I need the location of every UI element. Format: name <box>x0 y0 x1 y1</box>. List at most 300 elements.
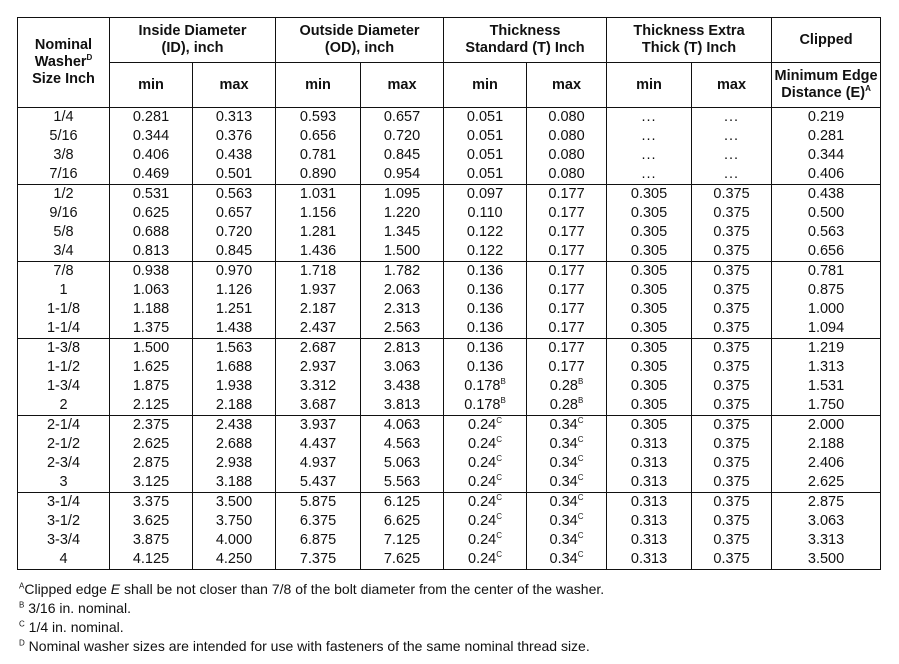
value-tx-min: 0.305 <box>630 301 668 317</box>
value-t-min: 0.136 <box>466 282 504 298</box>
value-od-max: 7.625 <box>383 551 421 567</box>
cell-od-max <box>361 262 444 339</box>
value-t-max: $0.28^B$ <box>549 377 584 394</box>
value-id-max: 2.688 <box>215 436 253 452</box>
value-edge: 1.313 <box>807 359 845 375</box>
value-edge: 0.656 <box>807 243 845 259</box>
cell-size <box>18 108 110 185</box>
value-t-min: $0.178^B$ <box>464 396 506 413</box>
value-tx-max: 0.375 <box>713 532 750 548</box>
value-id-min: 1.625 <box>132 359 170 375</box>
cell-od-max <box>361 493 444 570</box>
value-od-min: 6.875 <box>299 532 337 548</box>
value-od-max: 1.345 <box>383 224 421 240</box>
value-od-min: 1.436 <box>299 243 337 259</box>
value-id-max: 0.438 <box>215 147 253 163</box>
cell-id-min <box>110 493 193 570</box>
value-t-max: $0.34^C$ <box>549 512 584 529</box>
value-edge: 1.531 <box>807 378 845 394</box>
value-t-max: 0.177 <box>548 263 585 279</box>
value-od-max: 1.095 <box>383 186 421 202</box>
value-edge: 0.281 <box>807 128 845 144</box>
value-od-max: 3.063 <box>383 359 421 375</box>
value-size: 1-3/4 <box>46 378 81 394</box>
value-edge: 2.406 <box>807 455 845 471</box>
value-id-max: 2.438 <box>215 417 253 433</box>
value-tx-max: ... <box>723 147 740 163</box>
value-edge: 3.500 <box>807 551 845 567</box>
cell-edge <box>772 416 881 493</box>
value-id-min: 0.406 <box>132 147 170 163</box>
value-t-min: 0.122 <box>466 224 504 240</box>
cell-t-max <box>527 108 607 185</box>
value-od-min: 5.875 <box>299 494 337 510</box>
value-size: 3 <box>59 474 68 490</box>
value-od-max: 7.125 <box>383 532 421 548</box>
value-id-min: 3.375 <box>132 494 170 510</box>
value-tx-min: ... <box>641 109 657 125</box>
value-t-min: $0.24^C$ <box>468 531 503 548</box>
value-t-min: $0.24^C$ <box>468 435 503 452</box>
value-id-min: 1.188 <box>132 301 170 317</box>
value-t-max: $0.34^C$ <box>549 416 584 433</box>
value-size: 4 <box>59 551 68 567</box>
value-tx-min: ... <box>641 147 657 163</box>
table-row-group <box>18 339 881 416</box>
value-id-max: 0.657 <box>215 205 253 221</box>
value-t-min: $0.24^C$ <box>468 550 503 567</box>
value-tx-min: 0.305 <box>630 224 668 240</box>
value-id-max: 1.251 <box>215 301 253 317</box>
value-tx-min: 0.305 <box>630 417 668 433</box>
header-id-min: min <box>110 63 193 108</box>
value-tx-max: 0.375 <box>713 513 750 529</box>
value-id-max: 0.501 <box>215 166 253 182</box>
value-id-max: 4.000 <box>215 532 253 548</box>
cell-tx-min <box>607 262 692 339</box>
value-od-max: 2.063 <box>383 282 421 298</box>
value-od-max: 2.563 <box>383 320 421 336</box>
value-od-min: 3.312 <box>299 378 337 394</box>
value-od-min: 0.890 <box>299 166 337 182</box>
cell-od-max <box>361 416 444 493</box>
value-od-max: 2.313 <box>383 301 421 317</box>
value-od-max: 1.500 <box>383 243 421 259</box>
value-edge: 2.875 <box>807 494 845 510</box>
cell-id-max <box>193 416 276 493</box>
cell-size <box>18 262 110 339</box>
value-t-min: 0.122 <box>466 243 504 259</box>
cell-od-max <box>361 339 444 416</box>
cell-tx-max <box>692 185 772 262</box>
cell-id-max <box>193 108 276 185</box>
cell-t-min <box>444 185 527 262</box>
value-edge: 0.875 <box>807 282 845 298</box>
header-od-max: max <box>361 63 444 108</box>
washer-dimensions-table <box>17 17 881 570</box>
value-t-max: 0.177 <box>548 359 585 375</box>
footnote-b: $^B$ 3/16 in. nominal. <box>19 600 131 616</box>
value-size: 2-3/4 <box>46 455 81 471</box>
cell-t-min <box>444 108 527 185</box>
value-tx-max: 0.375 <box>713 205 750 221</box>
value-tx-min: 0.305 <box>630 397 668 413</box>
value-id-min: 0.531 <box>132 186 170 202</box>
value-size: 1-1/4 <box>46 320 81 336</box>
table-row-group <box>18 416 881 493</box>
cell-tx-min <box>607 416 692 493</box>
value-od-max: 2.813 <box>383 340 421 356</box>
cell-size <box>18 185 110 262</box>
value-id-max: 1.688 <box>215 359 253 375</box>
value-tx-max: 0.375 <box>713 243 750 259</box>
value-t-min: 0.051 <box>466 147 504 163</box>
value-t-min: 0.051 <box>466 166 504 182</box>
value-t-min: 0.136 <box>466 320 504 336</box>
value-od-min: 5.437 <box>299 474 337 490</box>
value-od-max: 3.438 <box>383 378 421 394</box>
value-id-max: 1.938 <box>215 378 253 394</box>
value-size: 3-1/4 <box>46 494 81 510</box>
header-tx-min: min <box>607 63 692 108</box>
value-od-min: 1.937 <box>299 282 337 298</box>
value-size: 1/2 <box>53 186 74 202</box>
value-id-min: 1.375 <box>132 320 170 336</box>
value-id-max: 3.500 <box>215 494 253 510</box>
cell-t-max <box>527 339 607 416</box>
value-id-min: 2.875 <box>132 455 170 471</box>
value-edge: 2.000 <box>807 417 845 433</box>
cell-t-max <box>527 416 607 493</box>
value-t-min: 0.136 <box>466 340 504 356</box>
value-od-min: 0.781 <box>299 147 337 163</box>
value-size: 1/4 <box>53 109 74 125</box>
value-tx-max: 0.375 <box>713 417 750 433</box>
value-t-min: $0.24^C$ <box>468 512 503 529</box>
table-row-group <box>18 493 881 570</box>
value-id-max: 3.188 <box>215 474 253 490</box>
value-tx-min: 0.313 <box>630 494 668 510</box>
value-t-min: $0.24^C$ <box>468 416 503 433</box>
cell-od-min <box>276 339 361 416</box>
cell-edge <box>772 493 881 570</box>
value-id-min: 0.625 <box>132 205 170 221</box>
cell-tx-max <box>692 262 772 339</box>
value-tx-max: ... <box>723 166 740 182</box>
value-od-min: 4.937 <box>299 455 337 471</box>
cell-id-min <box>110 262 193 339</box>
value-size: 2-1/2 <box>46 436 81 452</box>
value-od-max: 0.845 <box>383 147 421 163</box>
value-tx-min: 0.305 <box>630 205 668 221</box>
value-size: 5/8 <box>53 224 74 240</box>
value-t-min: $0.24^C$ <box>468 493 503 510</box>
value-id-min: 0.688 <box>132 224 170 240</box>
value-od-min: 1.156 <box>299 205 337 221</box>
cell-edge <box>772 185 881 262</box>
value-id-min: 1.875 <box>132 378 170 394</box>
value-od-min: 2.937 <box>299 359 337 375</box>
value-size: 3-3/4 <box>46 532 81 548</box>
header-thickness-extra: Thickness Extra Thick (T) Inch <box>607 18 772 63</box>
value-id-min: 2.125 <box>132 397 170 413</box>
value-edge: 1.750 <box>807 397 845 413</box>
value-tx-max: 0.375 <box>713 494 750 510</box>
footnote-c: $^C$ 1/4 in. nominal. <box>19 619 124 635</box>
value-size: 7/16 <box>49 166 78 182</box>
value-t-max: $0.28^B$ <box>549 396 584 413</box>
washer-spec-table-container <box>17 17 881 570</box>
header-od-min: min <box>276 63 361 108</box>
header-inside-diameter: Inside Diameter (ID), inch <box>110 18 276 63</box>
value-id-max: 0.720 <box>215 224 253 240</box>
value-id-max: 4.250 <box>215 551 253 567</box>
value-id-min: 1.500 <box>132 340 170 356</box>
value-t-max: 0.080 <box>548 109 585 125</box>
value-tx-max: ... <box>723 109 740 125</box>
value-edge: 0.406 <box>807 166 845 182</box>
value-tx-max: ... <box>723 128 740 144</box>
value-t-min: 0.051 <box>466 109 504 125</box>
value-id-max: 0.563 <box>215 186 253 202</box>
value-od-min: 0.656 <box>299 128 337 144</box>
header-id-max: max <box>193 63 276 108</box>
value-t-max: 0.080 <box>548 147 585 163</box>
value-size: 3/4 <box>53 243 74 259</box>
value-tx-max: 0.375 <box>713 551 750 567</box>
value-size: 1-1/2 <box>46 359 81 375</box>
cell-od-min <box>276 416 361 493</box>
value-od-max: 5.063 <box>383 455 421 471</box>
footnote-a: $^A$Clipped edge E shall be not closer than 7/8 of the bolt diameter from the center of the washer. <box>19 581 605 597</box>
value-size: 3/8 <box>53 147 74 163</box>
cell-od-min <box>276 493 361 570</box>
cell-id-max <box>193 185 276 262</box>
cell-id-min <box>110 339 193 416</box>
cell-id-min <box>110 108 193 185</box>
value-t-max: 0.177 <box>548 224 585 240</box>
value-id-max: 2.188 <box>215 397 253 413</box>
value-edge: 2.188 <box>807 436 845 452</box>
value-t-max: $0.34^C$ <box>549 531 584 548</box>
value-tx-min: ... <box>641 166 657 182</box>
value-tx-min: 0.305 <box>630 282 668 298</box>
value-t-max: 0.177 <box>548 301 585 317</box>
value-size: 7/8 <box>53 263 74 279</box>
value-t-min: 0.097 <box>466 186 504 202</box>
value-od-max: 5.563 <box>383 474 421 490</box>
value-t-min: $0.24^C$ <box>468 454 503 471</box>
value-id-min: 1.063 <box>132 282 170 298</box>
value-id-max: 0.845 <box>215 243 253 259</box>
cell-od-max <box>361 185 444 262</box>
cell-tx-min <box>607 185 692 262</box>
value-od-max: 6.625 <box>383 513 421 529</box>
cell-t-max <box>527 493 607 570</box>
value-edge: 3.063 <box>807 513 845 529</box>
value-tx-max: 0.375 <box>713 301 750 317</box>
value-t-min: 0.051 <box>466 128 504 144</box>
value-od-max: 1.220 <box>383 205 421 221</box>
value-tx-max: 0.375 <box>713 455 750 471</box>
value-tx-min: 0.313 <box>630 532 668 548</box>
value-tx-max: 0.375 <box>713 397 750 413</box>
value-id-min: 0.344 <box>132 128 170 144</box>
value-od-min: 0.593 <box>299 109 337 125</box>
value-tx-max: 0.375 <box>713 224 750 240</box>
value-t-min: 0.110 <box>467 205 503 221</box>
header-tx-max: max <box>692 63 772 108</box>
value-t-max: 0.177 <box>548 243 585 259</box>
value-tx-min: 0.305 <box>630 320 668 336</box>
cell-t-min <box>444 262 527 339</box>
cell-od-min <box>276 262 361 339</box>
cell-id-max <box>193 262 276 339</box>
cell-tx-max <box>692 493 772 570</box>
footnote-d: $^D$ Nominal washer sizes are intended for use with fasteners of the same nominal thread size. <box>19 638 590 654</box>
value-t-min: 0.136 <box>466 359 504 375</box>
value-edge: 3.313 <box>807 532 845 548</box>
value-size: 9/16 <box>49 205 78 221</box>
table-row-group <box>18 108 881 185</box>
value-size: 3-1/2 <box>46 513 81 529</box>
value-t-min: 0.136 <box>466 301 504 317</box>
value-id-max: 0.376 <box>215 128 253 144</box>
value-id-min: 0.938 <box>132 263 170 279</box>
value-od-min: 1.281 <box>299 224 337 240</box>
value-id-min: 3.875 <box>132 532 170 548</box>
value-t-max: 0.177 <box>548 186 585 202</box>
value-tx-max: 0.375 <box>713 378 750 394</box>
value-id-max: 2.938 <box>215 455 253 471</box>
cell-edge <box>772 262 881 339</box>
cell-id-min <box>110 416 193 493</box>
value-tx-max: 0.375 <box>713 320 750 336</box>
value-tx-min: 0.305 <box>630 340 668 356</box>
value-t-max: 0.177 <box>548 320 585 336</box>
header-thickness-standard: Thickness Standard (T) Inch <box>444 18 607 63</box>
value-edge: 0.219 <box>807 109 845 125</box>
value-edge: 0.563 <box>807 224 845 240</box>
table-row-group <box>18 262 881 339</box>
value-od-min: 1.031 <box>299 186 337 202</box>
value-edge: 1.000 <box>807 301 845 317</box>
cell-size <box>18 416 110 493</box>
value-od-min: 4.437 <box>299 436 337 452</box>
value-id-max: 1.563 <box>215 340 253 356</box>
cell-tx-max <box>692 339 772 416</box>
value-edge: 0.781 <box>807 263 845 279</box>
value-t-max: $0.34^C$ <box>549 550 584 567</box>
value-od-max: 0.720 <box>383 128 421 144</box>
cell-tx-min <box>607 108 692 185</box>
value-t-min: 0.136 <box>466 263 504 279</box>
value-size: 5/16 <box>49 128 78 144</box>
value-edge: 0.438 <box>807 186 845 202</box>
cell-id-min <box>110 185 193 262</box>
value-tx-max: 0.375 <box>713 282 750 298</box>
value-id-min: 4.125 <box>132 551 170 567</box>
value-size: 1-1/8 <box>46 301 81 317</box>
value-t-min: $0.24^C$ <box>468 473 503 490</box>
value-t-max: $0.34^C$ <box>549 473 584 490</box>
value-tx-min: 0.305 <box>630 186 668 202</box>
cell-tx-max <box>692 416 772 493</box>
value-t-max: 0.080 <box>548 166 585 182</box>
value-id-max: 0.970 <box>215 263 253 279</box>
value-t-max: 0.080 <box>548 128 585 144</box>
value-id-min: 2.375 <box>132 417 170 433</box>
value-t-max: $0.34^C$ <box>549 493 584 510</box>
cell-size <box>18 339 110 416</box>
value-id-max: 0.313 <box>215 109 253 125</box>
header-t-max: max <box>527 63 607 108</box>
cell-od-min <box>276 108 361 185</box>
value-id-min: 0.469 <box>132 166 170 182</box>
value-t-max: $0.34^C$ <box>549 435 584 452</box>
value-tx-min: 0.313 <box>630 551 668 567</box>
value-od-max: 0.954 <box>383 166 421 182</box>
cell-tx-max <box>692 108 772 185</box>
cell-tx-min <box>607 339 692 416</box>
cell-edge <box>772 339 881 416</box>
cell-size <box>18 493 110 570</box>
table-body <box>18 108 881 570</box>
value-size: 2 <box>59 397 68 413</box>
value-od-min: 3.687 <box>299 397 337 413</box>
cell-t-max <box>527 262 607 339</box>
header-edge-distance: Minimum Edge Distance $(E)^A$ <box>772 63 881 108</box>
table-row-group <box>18 185 881 262</box>
value-t-max: $0.34^C$ <box>549 454 584 471</box>
cell-t-max <box>527 185 607 262</box>
value-t-min: $0.178^B$ <box>464 377 506 394</box>
cell-od-min <box>276 185 361 262</box>
value-t-max: 0.177 <box>548 282 585 298</box>
value-edge: 0.500 <box>807 205 845 221</box>
value-id-min: 0.281 <box>132 109 170 125</box>
cell-id-max <box>193 339 276 416</box>
value-od-max: 3.813 <box>383 397 421 413</box>
header-t-min: min <box>444 63 527 108</box>
value-id-max: 1.438 <box>215 320 253 336</box>
value-id-min: 3.625 <box>132 513 170 529</box>
value-edge: 1.094 <box>807 320 845 336</box>
value-tx-min: 0.313 <box>630 455 668 471</box>
value-id-min: 2.625 <box>132 436 170 452</box>
value-tx-min: 0.305 <box>630 359 668 375</box>
value-od-min: 1.718 <box>299 263 337 279</box>
value-tx-max: 0.375 <box>713 359 750 375</box>
cell-edge <box>772 108 881 185</box>
value-od-min: 2.187 <box>299 301 337 317</box>
value-size: 1-3/8 <box>46 340 81 356</box>
value-tx-min: 0.305 <box>630 243 668 259</box>
cell-id-max <box>193 493 276 570</box>
value-edge: 1.219 <box>807 340 845 356</box>
value-id-min: 0.813 <box>132 243 170 259</box>
cell-t-min <box>444 416 527 493</box>
cell-t-min <box>444 493 527 570</box>
value-tx-min: 0.313 <box>630 436 668 452</box>
value-tx-max: 0.375 <box>713 474 750 490</box>
cell-tx-min <box>607 493 692 570</box>
value-id-min: 3.125 <box>132 474 170 490</box>
header-outside-diameter: Outside Diameter (OD), inch <box>276 18 444 63</box>
value-od-max: 0.657 <box>383 109 421 125</box>
value-od-min: 3.937 <box>299 417 337 433</box>
value-id-max: 3.750 <box>215 513 253 529</box>
